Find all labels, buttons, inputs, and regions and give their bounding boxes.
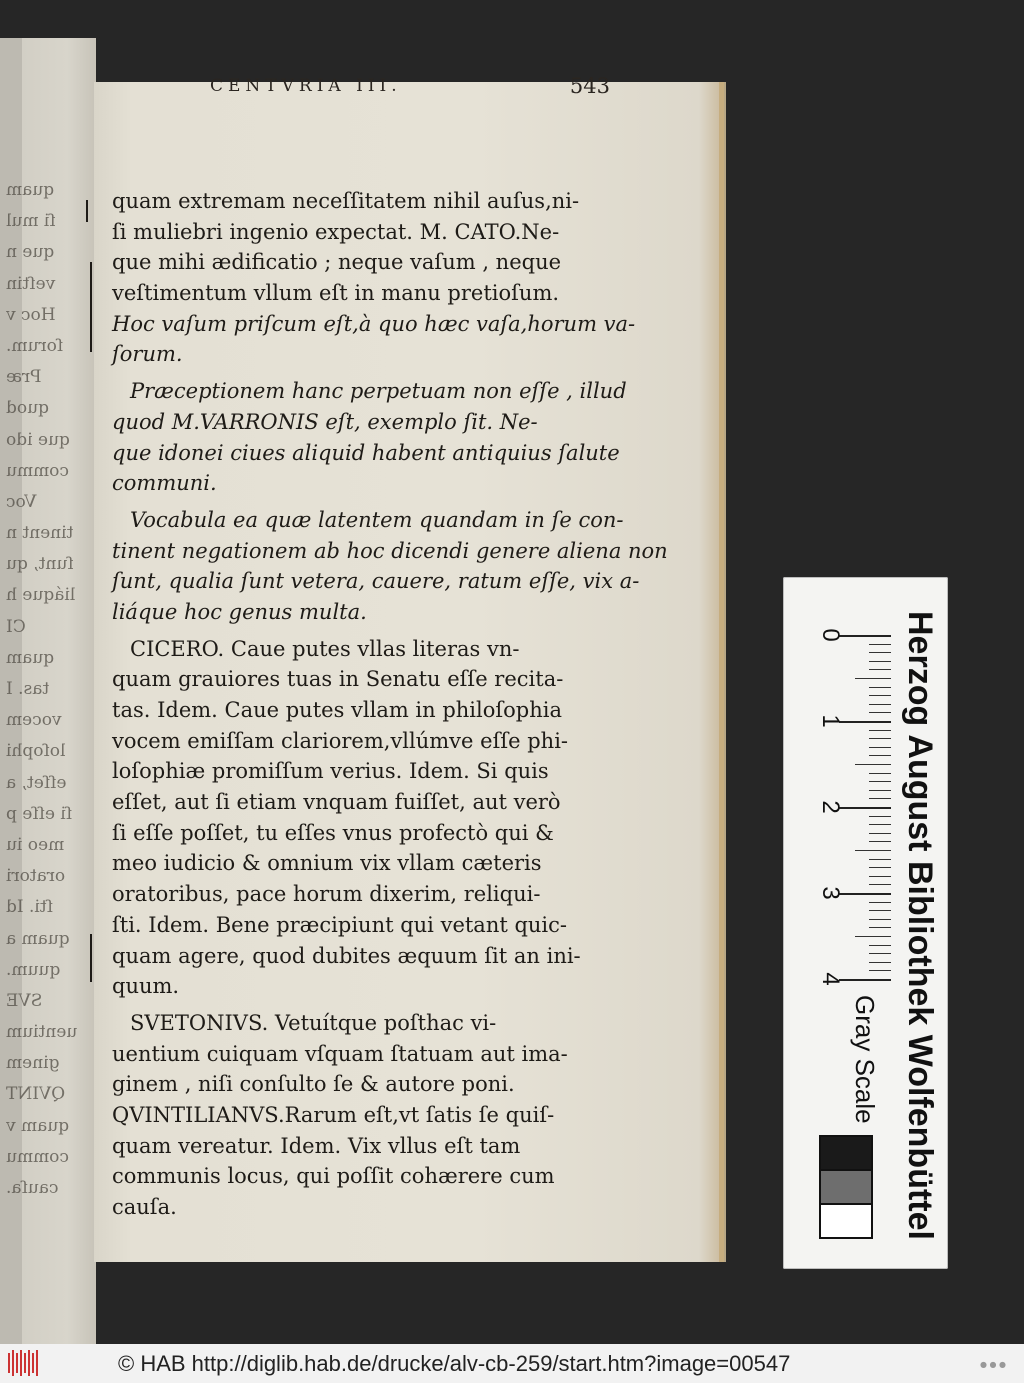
text-line: tinent negationem ab hoc dicendi genere aliena non xyxy=(112,538,668,563)
text-line: communi. xyxy=(112,471,217,496)
text-line: que mihi ædificatio ; neque vaſum , neque xyxy=(112,250,562,275)
text-line: ſti. Idem. Bene præcipiunt qui vetant quic- xyxy=(112,912,568,937)
ruler-minor-tick xyxy=(869,841,891,842)
text-line: QVINTILIANVS.Rarum eſt,vt ſatis ſe quiſ- xyxy=(112,1102,555,1127)
text-line: Vocabula ea quæ latentem quandam in ſe con- xyxy=(130,507,624,532)
ruler-minor-tick xyxy=(869,910,891,911)
ruler-minor-tick xyxy=(855,678,891,679)
text-line: SVETONIVS. Vetuítque poſthac vi- xyxy=(130,1010,497,1035)
copyright-link[interactable]: © HAB http://diglib.hab.de/drucke/alv-cb-259/start.htm?image=00547 xyxy=(118,1351,791,1376)
ruler-major-tick xyxy=(839,893,891,895)
logo-bar xyxy=(28,1350,30,1376)
left-page-fragment: quam xyxy=(6,180,55,200)
ruler-minor-tick xyxy=(869,824,891,825)
logo-bar xyxy=(24,1353,26,1373)
left-page-fragment: meo iu xyxy=(6,834,65,855)
ruler-major-tick xyxy=(839,635,891,637)
left-page-bleed-text xyxy=(0,180,96,1198)
text-line: veſtimentum vllum eſt in manu pretioſum. xyxy=(112,281,560,306)
page-fore-edge xyxy=(719,82,724,1262)
ruler-minor-tick xyxy=(855,936,891,937)
text-line: loſophiæ promiſſum verius. Idem. Si quis xyxy=(112,759,549,784)
margin-rule xyxy=(90,934,92,982)
left-page-fragment: liáque h xyxy=(6,585,76,606)
margin-mark xyxy=(86,200,88,222)
text-line: uentium cuiquam vſquam ſtatuam aut ima- xyxy=(112,1041,568,1066)
left-page-fragment: CI xyxy=(6,616,26,637)
ruler-minor-tick xyxy=(869,970,891,971)
ruler-minor-tick xyxy=(869,652,891,653)
text-line: quod M.VARRONIS eſt, exemplo ſit. Ne- xyxy=(112,409,538,434)
text-line: meo iudicio & omnium vix vllam cæteris xyxy=(112,851,542,876)
ruler-minor-tick xyxy=(869,919,891,920)
ruler-minor-tick xyxy=(869,927,891,928)
ruler-minor-tick xyxy=(869,747,891,748)
ruler-minor-tick xyxy=(869,669,891,670)
ruler-ticks xyxy=(803,617,873,986)
text-line: ſunt, qualia ſunt vetera, cauere, ratum eſſe, vix a- xyxy=(112,569,640,594)
text-line: ginem , niſi conſulto ſe & autore poni. xyxy=(112,1072,515,1097)
left-page-fragment: vocem xyxy=(6,710,62,731)
left-page-fragment: uentium xyxy=(6,1022,78,1043)
left-page-fragment: Voc xyxy=(6,491,37,512)
ruler-minor-tick xyxy=(855,850,891,851)
text-line: Hoc vaſum priſcum eſt,à quo hæc vaſa,horum va- xyxy=(112,311,636,336)
ruler-digit: 2 xyxy=(817,800,844,814)
color-reference-scale xyxy=(783,577,948,1269)
left-page-fragment: ſorum. xyxy=(6,335,64,356)
ruler-minor-tick xyxy=(869,816,891,817)
text-line: CICERO. Caue putes vllas literas vn- xyxy=(130,636,520,661)
left-page-fragment: tinent n xyxy=(6,523,74,544)
left-page-fragment: Hoc v xyxy=(6,304,56,325)
page-number: 543 xyxy=(569,74,610,98)
ruler-minor-tick xyxy=(869,962,891,963)
left-page-fragment: cauſa. xyxy=(6,1178,59,1198)
text-line: quam grauiores tuas in Senatu eſſe recita- xyxy=(112,667,564,692)
ruler-minor-tick xyxy=(869,902,891,903)
left-page-fragment: ſunt, qu xyxy=(6,554,74,575)
ruler-minor-tick xyxy=(869,661,891,662)
text-line: eſſet, aut ſi etiam vnquam fuiſſet, aut verò xyxy=(112,790,561,815)
logo-bar xyxy=(12,1350,14,1376)
ruler-digit: 4 xyxy=(817,972,844,986)
ruler-minor-tick xyxy=(869,953,891,954)
left-page-fragment: que ido xyxy=(6,429,70,450)
ruler-minor-tick xyxy=(869,773,891,774)
left-page-fragment: quum. xyxy=(6,959,61,980)
left-page-fragment: que n xyxy=(6,242,55,263)
text-line: oratoribus, pace horum dixerim, reliqui- xyxy=(112,882,541,907)
ruler-minor-tick xyxy=(869,738,891,739)
left-page-fragment: ſti. Id xyxy=(6,897,53,918)
logo-bar xyxy=(20,1350,22,1376)
margin-rule xyxy=(90,262,92,352)
logo-bar xyxy=(16,1353,18,1373)
text-line: ſorum. xyxy=(112,342,183,367)
text-line: quam agere, quod dubites æquum ſit an ini- xyxy=(112,943,581,968)
ruler-minor-tick xyxy=(869,730,891,731)
ruler-minor-tick xyxy=(869,859,891,860)
text-line: liáque hoc genus multa. xyxy=(112,599,367,624)
logo-bar xyxy=(36,1350,38,1376)
running-header xyxy=(118,74,610,106)
ruler-minor-tick xyxy=(869,945,891,946)
left-page-fragment: ſi mul xyxy=(6,211,56,232)
left-page-fragment: quam v xyxy=(6,1115,70,1136)
ruler-minor-tick xyxy=(855,764,891,765)
ruler-major-tick xyxy=(839,979,891,981)
left-page-fragment: loſophi xyxy=(6,741,66,762)
institution-label: Herzog August Bibliothek Wolfenbüttel xyxy=(901,611,939,1240)
gray-swatch xyxy=(819,1169,873,1205)
ruler-minor-tick xyxy=(869,644,891,645)
page-body-text xyxy=(112,186,668,1223)
text-line: ſi muliebri ingenio expectat. M. CATO.Ne- xyxy=(112,219,560,244)
ruler-minor-tick xyxy=(869,695,891,696)
viewer-footer xyxy=(0,1344,1024,1383)
text-line: vocem emiſſam clariorem,vllúmve eſſe phi- xyxy=(112,728,569,753)
left-page-fragment: quod xyxy=(6,398,49,419)
left-page-fragment: oratori xyxy=(6,866,66,887)
left-page-fragment: eſſet, a xyxy=(6,772,67,793)
left-page-fragment: SVE xyxy=(6,990,43,1011)
ruler-minor-tick xyxy=(869,781,891,782)
left-page-fragment: quam xyxy=(6,647,55,668)
ruler-minor-tick xyxy=(869,712,891,713)
ruler-minor-tick xyxy=(869,833,891,834)
left-page-fragment: QVINT xyxy=(6,1084,66,1105)
ruler-minor-tick xyxy=(869,876,891,877)
text-line: quam extremam neceſſitatem nihil auſus,ni- xyxy=(112,189,580,213)
ruler-minor-tick xyxy=(869,687,891,688)
text-line: quam vereatur. Idem. Vix vllus eſt tam xyxy=(112,1133,521,1158)
gray-swatch xyxy=(819,1135,873,1171)
ruler-digit: 0 xyxy=(817,628,844,642)
text-line: ſi eſſe poſſet, tu eſſes vnus profectò qui & xyxy=(112,820,554,845)
ruler-digit: 1 xyxy=(817,714,844,728)
text-line: tas. Idem. Caue putes vllam in philoſophia xyxy=(112,698,563,722)
text-line: Præceptionem hanc perpetuam non eſſe , illud xyxy=(130,379,627,404)
ruler-digit: 3 xyxy=(817,886,844,900)
status-dots: ● ● ● xyxy=(979,1360,1006,1369)
left-page-fragment: veſtin xyxy=(6,273,56,294)
ruler-major-tick xyxy=(839,807,891,809)
ruler-minor-tick xyxy=(869,704,891,705)
ruler-minor-tick xyxy=(869,790,891,791)
text-line: que idonei ciues aliquid habent antiquius ſalute xyxy=(112,440,620,465)
left-page-fragment: ſi eſſe p xyxy=(6,803,73,824)
gray-swatch xyxy=(819,1203,873,1239)
text-line: communis locus, qui poſſit cohærere cum xyxy=(112,1164,555,1189)
ruler-major-tick xyxy=(839,721,891,723)
ruler-minor-tick xyxy=(869,755,891,756)
left-page-fragment: commu xyxy=(6,1146,69,1167)
gray-scale-label: Gray Scale xyxy=(850,995,880,1124)
logo-bar xyxy=(8,1353,10,1373)
ruler-minor-tick xyxy=(869,798,891,799)
left-page-fragment: ginem xyxy=(6,1053,60,1074)
left-page-fragment: tas. I xyxy=(6,679,50,699)
left-page-fragment: Præ xyxy=(6,367,42,388)
logo-bar xyxy=(32,1353,34,1373)
text-line: cauſa. xyxy=(112,1195,177,1219)
ruler-minor-tick xyxy=(869,884,891,885)
hab-logo-icon xyxy=(8,1350,42,1376)
text-line: quum. xyxy=(112,974,180,999)
left-page-fragment: commu xyxy=(6,460,69,481)
ruler-minor-tick xyxy=(869,867,891,868)
running-title: CENTVRIA III. xyxy=(210,76,402,96)
left-page-fragment: quam a xyxy=(6,928,70,949)
